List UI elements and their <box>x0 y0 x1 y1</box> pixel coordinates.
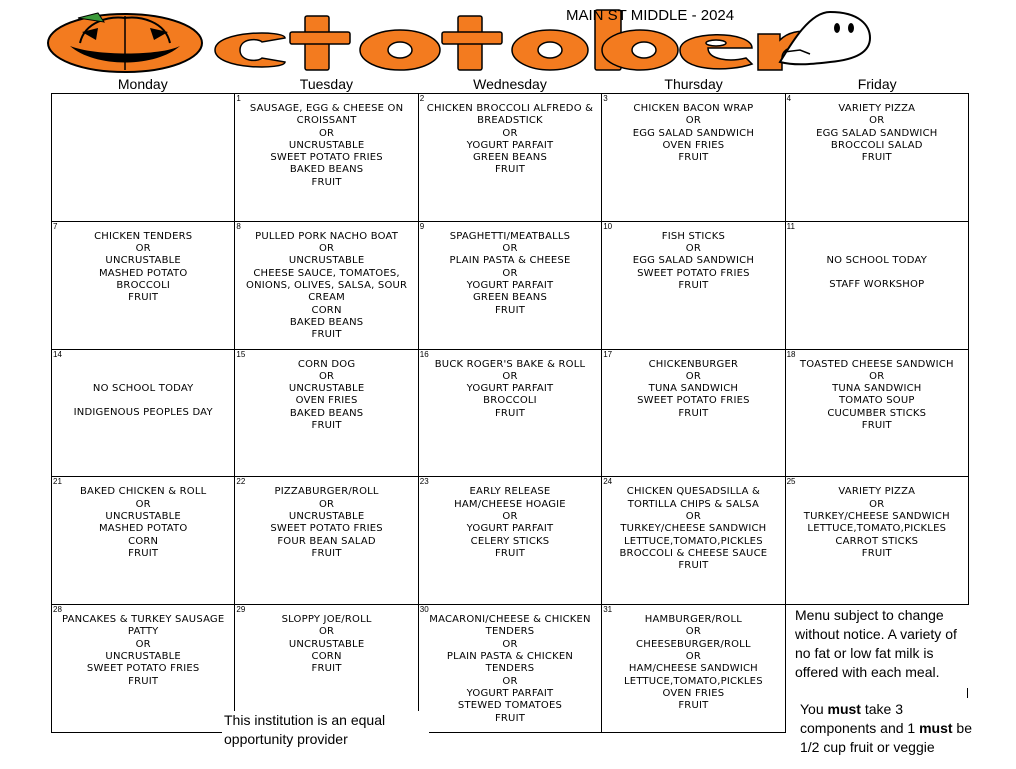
menu-line: STEWED TOMATOES <box>457 700 563 712</box>
menu-line: CHICKEN BACON WRAP <box>633 103 754 114</box>
day-number: 16 <box>419 349 429 359</box>
day-number: 21 <box>53 477 62 487</box>
menu-line <box>786 243 968 255</box>
menu-items <box>235 605 417 675</box>
menu-line: PULLED PORK NACHO BOAT <box>255 230 399 242</box>
menu-line: SLOPPY JOE/ROLL <box>281 614 372 626</box>
day-number: 23 <box>419 477 429 487</box>
menu-line: FRUIT <box>311 663 342 675</box>
day-number: 4 <box>786 94 792 103</box>
day-cell <box>52 605 235 733</box>
menu-line: BREADSTICK <box>477 115 543 127</box>
menu-line: OR <box>869 115 885 127</box>
note-line: offered with each meal. <box>795 664 940 680</box>
menu-line: BAKED CHICKEN & ROLL <box>80 486 207 498</box>
menu-items <box>52 94 234 103</box>
day-cell <box>786 350 969 478</box>
menu-line: UNCRUSTABLE <box>105 255 181 267</box>
menu-line: FRUIT <box>494 304 526 316</box>
menu-items <box>52 350 234 420</box>
note-bold: must <box>827 701 861 717</box>
day-cell <box>235 350 418 478</box>
menu-line: CUCUMBER STICKS <box>827 407 927 419</box>
menu-line: FRUIT <box>494 164 526 176</box>
menu-items <box>235 94 417 189</box>
weekday-label: Friday <box>857 76 897 92</box>
menu-line: FRUIT <box>311 547 342 559</box>
menu-line: BROCCOLI <box>116 279 171 291</box>
day-number: 30 <box>419 605 429 615</box>
note-line: without notice. A variety of <box>795 626 957 642</box>
day-cell <box>419 350 602 478</box>
menu-line: FRUIT <box>311 329 342 341</box>
menu-line: BAKED BEANS <box>289 407 364 419</box>
menu-line: OR <box>318 370 335 382</box>
menu-line: YOGURT PARFAIT <box>466 687 554 699</box>
day-number: 8 <box>236 221 241 231</box>
menu-line: UNCRUSTABLE <box>288 383 365 395</box>
divider-tick <box>967 688 968 698</box>
menu-line: OR <box>869 370 885 382</box>
day-number: 1 <box>236 94 241 103</box>
menu-line: FRUIT <box>128 675 159 687</box>
menu-line: BUCK ROGER'S BAKE & ROLL <box>434 358 586 370</box>
menu-line: TORTILLA CHIPS & SALSA <box>627 498 760 510</box>
menu-line: YOGURT PARFAIT <box>466 139 554 151</box>
menu-line: FRUIT <box>678 152 709 164</box>
menu-line: INDIGENOUS PEOPLES DAY <box>73 406 213 418</box>
menu-line: CHICKEN TENDERS <box>94 230 193 242</box>
note-line <box>800 719 1010 738</box>
day-number: 22 <box>236 477 246 487</box>
menu-line: GREEN BEANS <box>472 292 548 304</box>
day-cell <box>419 222 602 350</box>
menu-items <box>602 350 784 420</box>
menu-line: FRUIT <box>678 560 709 572</box>
menu-line: TOMATO SOUP <box>838 395 915 407</box>
day-number: 25 <box>786 477 796 487</box>
menu-line: UNCRUSTABLE <box>288 139 365 151</box>
menu-line: TENDERS <box>485 626 535 638</box>
day-number: 24 <box>603 477 613 487</box>
october-banner <box>40 6 1000 74</box>
menu-line <box>52 395 234 407</box>
menu-line: TUNA SANDWICH <box>648 383 739 395</box>
weekday-header <box>51 76 969 94</box>
menu-line <box>52 371 234 383</box>
menu-line: BAKED BEANS <box>289 316 364 328</box>
menu-line: TURKEY/CHEESE SANDWICH <box>620 523 767 535</box>
day-cell <box>786 477 969 605</box>
menu-line: CORN DOG <box>297 358 356 370</box>
menu-line: TENDERS <box>485 663 535 675</box>
menu-line: SWEET POTATO FRIES <box>637 267 750 279</box>
menu-line: CHEESEBURGER/ROLL <box>636 638 751 650</box>
menu-line: FRUIT <box>128 547 159 559</box>
menu-line: FOUR BEAN SALAD <box>277 535 376 547</box>
menu-line: OVEN FRIES <box>295 395 358 407</box>
menu-line: TURKEY/CHEESE SANDWICH <box>803 510 950 522</box>
note-line: This institution is an equal <box>224 712 386 728</box>
menu-line: OR <box>502 638 518 650</box>
note-text: be <box>952 720 973 736</box>
day-cell <box>419 605 602 733</box>
menu-line: BAKED BEANS <box>289 164 364 176</box>
menu-line <box>786 231 968 243</box>
menu-line: SWEET POTATO FRIES <box>86 663 200 675</box>
menu-line: PLAIN PASTA & CHEESE <box>449 255 571 267</box>
day-number: 7 <box>53 221 58 231</box>
day-number: 2 <box>419 94 425 103</box>
menu-line: MASHED POTATO <box>98 267 188 279</box>
menu-line: OR <box>685 115 701 127</box>
day-cell <box>786 94 969 222</box>
day-cell <box>602 222 785 350</box>
day-number: 29 <box>236 605 246 615</box>
menu-items <box>602 222 784 292</box>
menu-line: OR <box>135 638 151 650</box>
menu-line: OR <box>685 626 701 638</box>
menu-line <box>52 359 234 371</box>
menu-line: PANCAKES & TURKEY SAUSAGE <box>61 614 225 626</box>
menu-line: SWEET POTATO FRIES <box>270 152 383 164</box>
menu-line: UNCRUSTABLE <box>105 510 181 522</box>
menu-line: FRUIT <box>494 547 526 559</box>
menu-line: FISH STICKS <box>661 230 726 242</box>
menu-line: CARROT STICKS <box>835 535 919 547</box>
menu-line: VARIETY PIZZA <box>838 486 916 498</box>
day-cell <box>602 605 785 733</box>
menu-line: UNCRUSTABLE <box>288 255 365 267</box>
menu-line: FRUIT <box>861 152 892 164</box>
menu-line: CHEESE SAUCE, TOMATOES, <box>253 267 400 279</box>
day-cell <box>786 222 969 350</box>
menu-line: LETTUCE,TOMATO,PICKLES <box>624 535 763 547</box>
menu-items <box>602 94 784 164</box>
day-number: 28 <box>53 605 62 615</box>
menu-items <box>235 350 417 433</box>
menu-items <box>602 477 784 572</box>
pumpkin-icon <box>48 13 202 72</box>
menu-line: UNCRUSTABLE <box>288 638 365 650</box>
menu-items <box>786 477 968 560</box>
school-title: MAIN ST MIDDLE - 2024 <box>566 7 735 24</box>
menu-line: OR <box>869 498 885 510</box>
menu-line: CORN <box>128 535 159 547</box>
menu-line: BROCCOLI & CHEESE SAUCE <box>619 547 768 559</box>
menu-items <box>52 222 234 305</box>
menu-line: FRUIT <box>311 176 342 188</box>
menu-line: OR <box>685 370 701 382</box>
note-text: components and 1 <box>800 720 920 736</box>
note-line: Menu subject to change <box>795 607 944 623</box>
menu-line: YOGURT PARFAIT <box>466 523 554 535</box>
menu-line: MASHED POTATO <box>98 523 188 535</box>
menu-line: OR <box>135 243 151 255</box>
menu-line: UNCRUSTABLE <box>105 651 181 663</box>
menu-items <box>419 605 601 725</box>
note-text: You <box>800 701 828 717</box>
day-cell <box>602 350 785 478</box>
menu-line: HAM/CHEESE HOAGIE <box>454 498 566 510</box>
day-cell <box>235 477 418 605</box>
menu-line: NO SCHOOL TODAY <box>826 254 928 266</box>
menu-line <box>786 267 968 279</box>
menu-line: VARIETY PIZZA <box>838 103 916 114</box>
menu-line: PATTY <box>127 626 159 638</box>
day-cell <box>235 222 418 350</box>
day-number: 11 <box>786 221 795 231</box>
menu-line: PIZZABURGER/ROLL <box>274 486 379 498</box>
menu-line: FRUIT <box>861 420 892 432</box>
menu-items <box>419 222 601 317</box>
menu-line: EGG SALAD SANDWICH <box>816 127 938 139</box>
menu-line: GREEN BEANS <box>472 152 548 164</box>
day-cell <box>235 94 418 222</box>
day-number: 10 <box>603 221 613 231</box>
menu-line: CELERY STICKS <box>470 535 550 547</box>
day-cell <box>52 477 235 605</box>
menu-line: FRUIT <box>311 420 342 432</box>
menu-line: CROISSANT <box>296 115 357 127</box>
menu-line: OR <box>502 243 518 255</box>
menu-line: OR <box>502 267 518 279</box>
day-number: 18 <box>786 349 796 359</box>
menu-line: CORN <box>311 651 342 663</box>
day-cell <box>52 350 235 478</box>
menu-items <box>235 477 417 560</box>
menu-line: OR <box>502 510 518 522</box>
note-line: opportunity provider <box>224 731 348 747</box>
menu-line: EGG SALAD SANDWICH <box>632 255 755 267</box>
menu-line: LETTUCE,TOMATO,PICKLES <box>807 523 947 535</box>
menu-line: CHICKENBURGER <box>648 358 739 370</box>
day-number: 17 <box>603 349 613 359</box>
menu-line: STAFF WORKSHOP <box>829 279 925 291</box>
menu-line: BROCCOLI SALAD <box>830 139 923 151</box>
menu-line: FRUIT <box>494 407 526 419</box>
menu-line: FRUIT <box>494 712 526 724</box>
weekday-label: Tuesday <box>299 76 353 92</box>
menu-items <box>602 605 784 712</box>
empty-cell <box>52 94 235 222</box>
menu-items <box>419 94 601 177</box>
menu-line: OVEN FRIES <box>662 139 725 151</box>
day-cell <box>419 94 602 222</box>
equal-opportunity-note <box>222 711 429 749</box>
menu-line: HAM/CHEESE SANDWICH <box>628 663 758 675</box>
menu-line: EARLY RELEASE <box>469 486 551 498</box>
menu-line: UNCRUSTABLE <box>288 510 365 522</box>
menu-items <box>419 350 601 420</box>
menu-items <box>235 222 417 342</box>
menu-line: OR <box>318 626 335 638</box>
day-cell <box>419 477 602 605</box>
menu-line: OR <box>318 243 335 255</box>
weekday-label: Monday <box>117 76 168 92</box>
menu-line: FRUIT <box>678 700 709 712</box>
day-number: 3 <box>603 94 608 103</box>
menu-line: EGG SALAD SANDWICH <box>632 127 755 139</box>
menu-line: BROCCOLI <box>483 395 537 407</box>
menu-line: FRUIT <box>678 279 709 291</box>
menu-line: YOGURT PARFAIT <box>466 383 554 395</box>
menu-line: HAMBURGER/ROLL <box>644 614 743 626</box>
menu-line: CHICKEN BROCCOLI ALFREDO & <box>426 103 594 114</box>
note-line: 1/2 cup fruit or veggie <box>800 739 935 755</box>
menu-line: OVEN FRIES <box>662 687 725 699</box>
menu-line: SPAGHETTI/MEATBALLS <box>449 230 571 242</box>
menu-line: FRUIT <box>128 292 159 304</box>
menu-items <box>786 222 968 292</box>
menu-line: OR <box>685 510 701 522</box>
menu-line: LETTUCE,TOMATO,PICKLES <box>624 675 763 687</box>
menu-items <box>52 605 234 688</box>
menu-line: OR <box>502 370 518 382</box>
menu-line: MACARONI/CHEESE & CHICKEN <box>429 614 591 626</box>
menu-line: OR <box>318 127 335 139</box>
menu-line: OR <box>318 498 335 510</box>
menu-line: OR <box>502 675 518 687</box>
components-note <box>800 700 1010 757</box>
menu-line: ONIONS, OLIVES, SALSA, SOUR <box>246 279 408 291</box>
menu-line: OR <box>135 498 151 510</box>
menu-line: SWEET POTATO FRIES <box>637 395 750 407</box>
menu-line: NO SCHOOL TODAY <box>92 382 194 394</box>
note-bold: must <box>919 720 953 736</box>
note-text: take 3 <box>860 701 903 717</box>
menu-line: PLAIN PASTA & CHICKEN <box>446 651 574 663</box>
weekday-label: Thursday <box>664 76 723 92</box>
menu-line: CORN <box>311 304 342 316</box>
day-number: 9 <box>419 221 425 231</box>
menu-items <box>52 477 234 560</box>
menu-line: TOASTED CHEESE SANDWICH <box>799 358 954 370</box>
day-number: 15 <box>236 349 246 359</box>
day-number: 31 <box>603 605 613 615</box>
menu-line: OR <box>685 243 701 255</box>
menu-line: OR <box>502 127 518 139</box>
menu-line: FRUIT <box>678 407 709 419</box>
note-line: no fat or low fat milk is <box>795 645 934 661</box>
menu-line: TUNA SANDWICH <box>832 383 922 395</box>
menu-line: CREAM <box>308 292 345 304</box>
menu-items <box>786 94 968 164</box>
menu-items <box>419 477 601 560</box>
menu-line: FRUIT <box>861 547 892 559</box>
menu-change-note <box>795 606 1000 682</box>
menu-line: YOGURT PARFAIT <box>466 279 554 291</box>
menu-line: OR <box>685 651 701 663</box>
menu-line: SWEET POTATO FRIES <box>270 523 383 535</box>
weekday-label: Wednesday <box>473 76 547 92</box>
menu-items <box>786 350 968 433</box>
menu-line: SAUSAGE, EGG & CHEESE ON <box>249 103 404 114</box>
day-cell <box>52 222 235 350</box>
day-number: 14 <box>53 349 62 359</box>
note-line <box>800 700 1010 719</box>
menu-line: CHICKEN QUESADSILLA & <box>626 486 761 498</box>
day-cell <box>602 94 785 222</box>
day-cell <box>602 477 785 605</box>
